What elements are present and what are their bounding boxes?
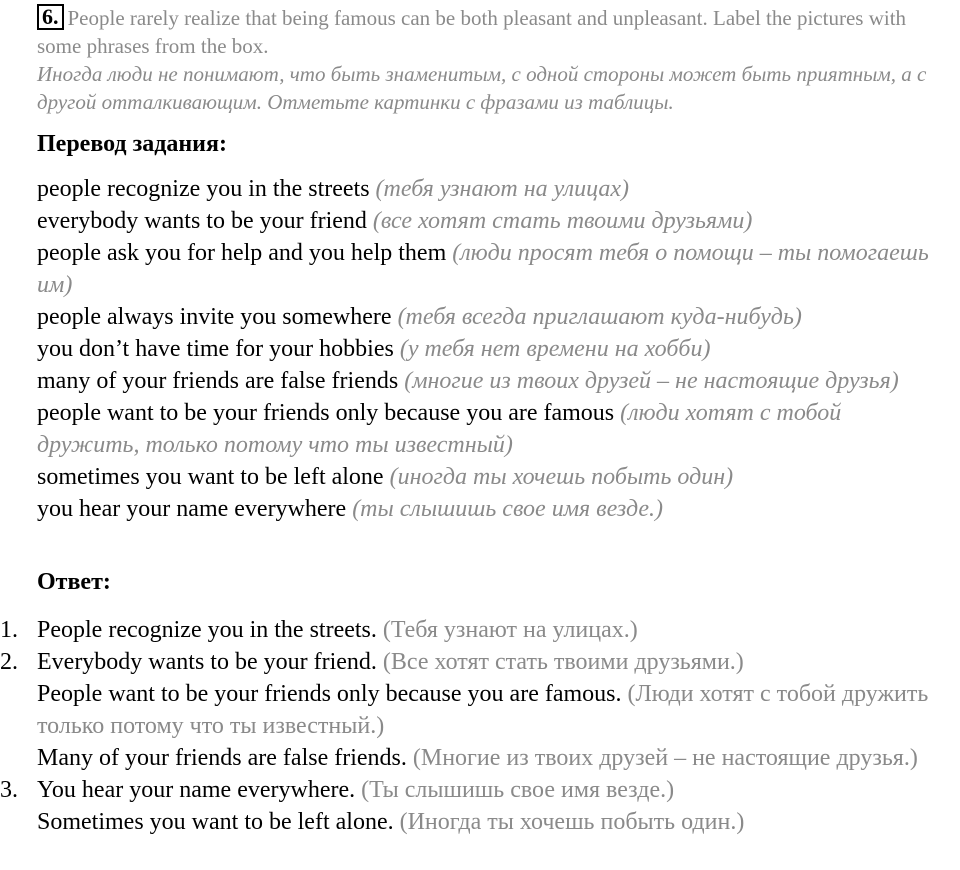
answer-item: [37, 678, 960, 742]
answer-item: [37, 774, 960, 806]
task-block: [37, 4, 937, 116]
answer-en: People recognize you in the streets.: [37, 617, 377, 643]
answer-item: [37, 806, 960, 838]
answer-list: [0, 614, 960, 838]
phrase-item: [37, 173, 942, 205]
phrase-en: people recognize you in the streets: [37, 176, 370, 202]
answer-ru: (Многие из твоих друзей – не настоящие друзья.): [412, 745, 918, 771]
answer-ru: (Тебя узнают на улицах.): [382, 617, 638, 643]
answer-en: Sometimes you want to be left alone.: [37, 809, 394, 835]
phrase-ru: (иногда ты хочешь побыть один): [389, 464, 734, 490]
answer-en: People want to be your friends only because you are famous.: [37, 681, 622, 707]
phrase-item: [37, 365, 942, 397]
phrase-item: [37, 333, 942, 365]
answer-heading: Ответ:: [37, 569, 111, 595]
phrase-en: sometimes you want to be left alone: [37, 464, 384, 490]
answer-number: 3.: [0, 777, 18, 803]
phrase-item: [37, 493, 942, 525]
phrase-en: you hear your name everywhere: [37, 496, 347, 522]
answer-ru: (Люди хотят с тобой дружить только потому что ты известный.): [37, 681, 929, 739]
answer-en: Many of your friends are false friends.: [37, 745, 407, 771]
answer-number: 2.: [0, 649, 18, 675]
answer-ru: (Ты слышишь свое имя везде.): [361, 777, 675, 803]
phrase-en: everybody wants to be your friend: [37, 208, 367, 234]
translation-heading: Перевод задания:: [37, 131, 227, 157]
answer-ru: (Иногда ты хочешь побыть один.): [399, 809, 745, 835]
phrase-ru: (тебя узнают на улицах): [375, 176, 630, 202]
phrase-en: people always invite you somewhere: [37, 304, 392, 330]
phrase-ru: (у тебя нет времени на хобби): [399, 336, 711, 362]
answer-item: [37, 646, 960, 678]
task-instruction-en: People rarely realize that being famous can be both pleasant and unpleasant. Label the pictures with some phrases from the box.: [37, 6, 907, 58]
answer-en: You hear your name everywhere.: [37, 777, 356, 803]
phrase-item: [37, 301, 942, 333]
phrase-en: people want to be your friends only because you are famous: [37, 400, 615, 426]
phrase-ru: (тебя всегда приглашают куда-нибудь): [397, 304, 802, 330]
answer-group: [0, 646, 960, 774]
phrase-item: [37, 397, 942, 461]
phrase-item: [37, 237, 942, 301]
phrase-ru: (люди просят тебя о помощи – ты помогаешь им): [37, 240, 929, 298]
phrase-ru: (люди хотят с тобой дружить, только потому что ты известный): [37, 400, 842, 458]
answer-item: [37, 742, 960, 774]
answer-en: Everybody wants to be your friend.: [37, 649, 377, 675]
phrase-item: [37, 205, 942, 237]
answer-ru: (Все хотят стать твоими друзьями.): [382, 649, 744, 675]
phrase-en: you don’t have time for your hobbies: [37, 336, 394, 362]
answer-number: 1.: [0, 617, 18, 643]
phrase-en: people ask you for help and you help them: [37, 240, 447, 266]
task-instruction-ru: Иногда люди не понимают, что быть знаменитым, с одной стороны может быть приятным, а с другой отталкивающим. Отметьте картинки с фразами из таблицы.: [37, 62, 927, 114]
task-number: 6.: [37, 4, 64, 30]
phrase-ru: (ты слышишь свое имя везде.): [352, 496, 664, 522]
phrase-list: [37, 173, 942, 525]
phrase-item: [37, 461, 942, 493]
answer-group: [0, 614, 960, 646]
phrase-en: many of your friends are false friends: [37, 368, 399, 394]
phrase-ru: (многие из твоих друзей – не настоящие друзья): [404, 368, 899, 394]
answer-group: [0, 774, 960, 838]
phrase-ru: (все хотят стать твоими друзьями): [372, 208, 753, 234]
answer-item: [37, 614, 960, 646]
